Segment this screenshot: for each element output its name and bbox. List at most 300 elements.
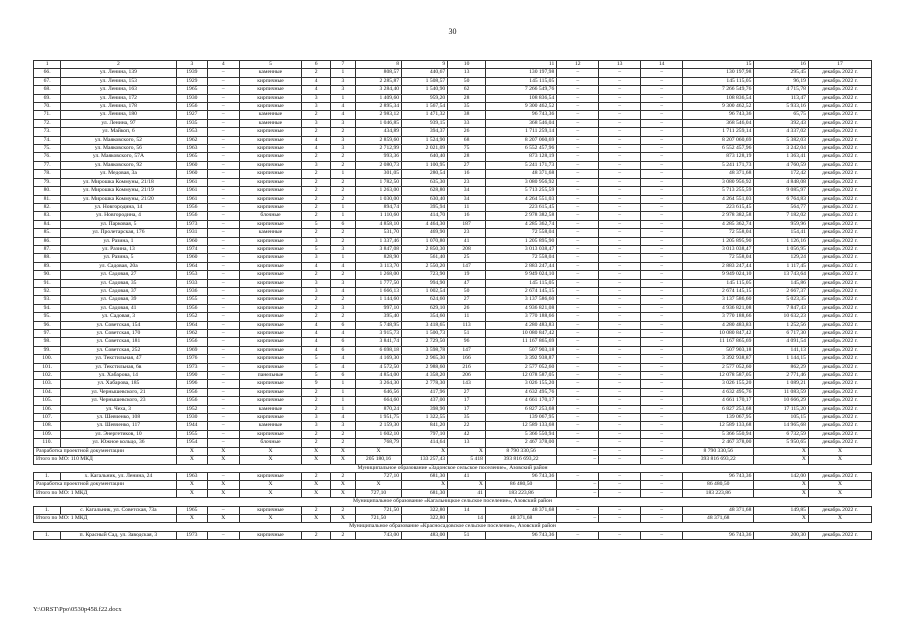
table-cell: – [557,69,599,77]
table-cell: – [641,103,683,111]
table-cell: каменные [239,119,302,127]
table-cell: 3 080 956,92 [683,178,754,186]
table-cell: 80. [34,187,61,195]
table-cell: 67. [34,77,61,85]
table-cell: 68 [448,136,486,144]
table-cell: 1 [330,69,355,77]
table-cell: 4 [302,86,330,94]
table-cell: 939,15 [402,119,448,127]
table-cell: 3 [330,136,355,144]
table-cell: 6 827 253,68 [485,405,556,413]
table-cell: Х [330,489,355,497]
table-cell: ул. Южное кольцо, 36 [61,439,176,447]
table-cell: 1 002,54 [402,287,448,295]
table-cell: кирпичные [239,103,302,111]
table-row [34,296,872,304]
table-cell: 139 067,95 [683,414,754,422]
table-cell: 2 [330,128,355,136]
table-cell: 47 [448,279,486,287]
table-cell: – [208,330,239,338]
table-cell: 172,42 [754,170,809,178]
table-cell: 2 988,60 [402,363,448,371]
table-cell: декабрь 2022 г. [808,153,871,161]
table-cell: – [641,136,683,144]
table-row [34,346,872,354]
table-cell: ул. Разина, 13 [61,245,176,253]
table-cell: 26 [448,128,486,136]
table-cell: декабрь 2022 г. [808,237,871,245]
table-cell: Х [330,481,355,489]
table-cell: 11 [448,203,486,211]
table-cell: – [599,103,641,111]
table-row [34,330,872,338]
table-cell: 1 711 259,14 [683,128,754,136]
section-heading: Муниципальное образование «Кагальницкое сельское поселение», Азовский район [34,498,872,506]
table-cell: 1 666,13 [355,287,401,295]
table-cell: 9 085,97 [754,187,809,195]
table-cell: 96 743,36 [683,111,754,119]
table-cell: 3 [330,86,355,94]
table-cell: 4 572,50 [355,363,401,371]
table-cell: 1953 [176,128,207,136]
table-row [34,304,872,312]
table-cell: 3 598,78 [402,346,448,354]
table-cell: – [641,405,683,413]
table-cell: – [557,287,599,295]
table-cell: кирпичные [239,355,302,363]
table-cell: 398,90 [402,405,448,413]
table-cell: 1 524,90 [402,136,448,144]
table-cell: 2 [302,405,330,413]
table-row [34,103,872,111]
table-cell: – [641,229,683,237]
table-cell: 3 264,30 [355,380,401,388]
table-cell: – [599,330,641,338]
table-cell: 1 602,10 [355,430,401,438]
table-cell: ул. Парковая, 5 [61,220,176,228]
table-cell: 71. [34,111,61,119]
table-row [34,405,872,413]
table-cell: 3 [302,414,330,422]
table-cell: – [557,229,599,237]
table-cell: 72 558,04 [683,229,754,237]
table-cell: 9 300 462,52 [683,103,754,111]
table-cell: 1 951,75 [355,414,401,422]
table-cell: ул. Шевченко, 117 [61,422,176,430]
table-cell: 959,96 [754,220,809,228]
table-cell: 4 285 362,74 [485,220,556,228]
table-cell: 1956 [176,304,207,312]
table-cell: 166 [448,355,486,363]
table-cell: 1 409,60 [355,94,401,102]
table-cell: ул. Текстильная, 6в [61,363,176,371]
table-cell: – [599,388,641,396]
table-cell: – [641,296,683,304]
table-cell: 3 [176,61,207,69]
table-cell: – [557,86,599,94]
table-cell: 6 717,30 [754,330,809,338]
table-cell: – [599,514,641,522]
table-cell: 828,90 [355,254,401,262]
table-cell: декабрь 2022 г. [808,422,871,430]
table-cell: ул. Ленина, 180 [61,111,176,119]
table-cell: 98. [34,338,61,346]
table-cell: – [208,136,239,144]
table-cell: 2 [330,472,355,480]
table-cell: – [557,304,599,312]
table-cell: 11 [448,313,486,321]
table-cell: кирпичные [239,338,302,346]
table-cell: 4 [302,321,330,329]
table-cell: 395,94 [402,203,448,211]
table-cell: 2 667,37 [754,287,809,295]
table-cell: 624,60 [402,296,448,304]
table-cell: 205 180,16 [355,456,401,464]
table-cell: 2 [330,237,355,245]
table-cell: 2 [330,187,355,195]
table-cell: 727,10 [355,489,401,497]
table-cell: 11 [485,61,556,69]
table-cell: – [641,94,683,102]
table-cell: 1 322,55 [402,414,448,422]
table-cell: 74. [34,136,61,144]
table-cell: 72 558,04 [485,229,556,237]
table-cell: декабрь 2022 г. [808,161,871,169]
table-cell: 6 [330,321,355,329]
table-cell: кирпичные [239,346,302,354]
table-cell: 1 144,15 [754,355,809,363]
table-cell: 97. [34,330,61,338]
table-cell: – [208,111,239,119]
table-cell: декабрь 2022 г. [808,472,871,480]
table-cell: 5 023,35 [754,296,809,304]
table-cell: 2 [302,128,330,136]
table-cell: 1963 [176,472,207,480]
table-cell: – [599,195,641,203]
table-cell: кирпичные [239,136,302,144]
table-cell: – [641,481,683,489]
table-cell: 681,30 [402,472,448,480]
table-cell: 145 115,05 [485,77,556,85]
table-cell: – [641,119,683,127]
table-cell: 70. [34,103,61,111]
table-cell: – [208,531,239,539]
table-cell: – [557,414,599,422]
table-cell: декабрь 2022 г. [808,279,871,287]
table-cell: 417,96 [402,388,448,396]
table-cell: ул. Садовая, 35 [61,279,176,287]
table-cell: 322,80 [402,514,448,522]
table-cell: 3 [302,94,330,102]
table-cell: – [599,296,641,304]
table-cell: 414,70 [402,212,448,220]
table-cell: ул. Советская, 252 [61,346,176,354]
table-cell: 873 128,19 [485,153,556,161]
table-cell: ул. Новгородина, 14 [61,203,176,211]
table-cell: 4 [330,355,355,363]
table-cell: 3 [302,287,330,295]
table-cell: кирпичные [239,237,302,245]
table-cell: Х [355,447,401,455]
table-cell: 2 [302,69,330,77]
table-row [34,355,872,363]
table-cell: – [208,472,239,480]
table-cell: 993,36 [355,153,401,161]
table-cell: – [599,254,641,262]
table-cell: ул. Советская, 170 [61,330,176,338]
table-cell: ул. Чеха, 3 [61,405,176,413]
table-cell: 86. [34,237,61,245]
table-cell: 635,30 [402,178,448,186]
table-cell: 187 [448,220,486,228]
table-cell: 1 540,90 [402,86,448,94]
table-cell: 5 950,65 [754,439,809,447]
table-cell: 50 [448,77,486,85]
table-cell: 2 [330,439,355,447]
table-cell: 2 [302,388,330,396]
table-cell: 2 [302,111,330,119]
table-cell: 1965 [176,506,207,514]
column-number-row [34,61,872,69]
table-cell: 86 480,50 [683,481,754,489]
table-cell: 437,00 [402,397,448,405]
table-cell: каменные [239,229,302,237]
table-cell: 33 [448,119,486,127]
table-cell: 145 115,05 [683,77,754,85]
table-cell: ул. Мирошка Коммуны, 21/18 [61,178,176,186]
table-cell: 6 552 457,96 [683,145,754,153]
table-cell: 68. [34,86,61,94]
table-cell: – [599,397,641,405]
table-cell: – [208,405,239,413]
table-cell: – [557,170,599,178]
table-cell: ул. Садовая, 20а [61,262,176,270]
table-cell: – [641,178,683,186]
table-cell: 3 418,65 [402,321,448,329]
table-cell: 17 [808,61,871,69]
table-row [34,77,872,85]
table-cell: декабрь 2022 г. [808,287,871,295]
table-cell: – [557,514,599,522]
table-cell: 13 [599,61,641,69]
table-cell: 65,75 [754,111,809,119]
table-cell: Х [208,447,239,455]
table-cell: 4 264 551,03 [485,195,556,203]
table-cell: – [641,430,683,438]
table-cell: – [557,128,599,136]
table-cell: 107. [34,414,61,422]
table-cell: кирпичные [239,161,302,169]
table-cell: кирпичные [239,145,302,153]
table-cell: 2 883 247,44 [683,262,754,270]
table-row [34,145,872,153]
table-cell: – [641,145,683,153]
table-cell: декабрь 2022 г. [808,254,871,262]
table-cell: – [557,103,599,111]
total-row [34,514,872,522]
table-cell: – [557,355,599,363]
table-cell: – [641,245,683,253]
table-cell: 4 [330,287,355,295]
table-row [34,363,872,371]
table-cell: 83. [34,212,61,220]
table-row [34,472,872,480]
table-cell: 113,47 [754,94,809,102]
table-cell: 108 836,54 [485,94,556,102]
table-cell: – [208,422,239,430]
table-cell: – [208,355,239,363]
table-cell: 628,80 [402,187,448,195]
table-cell: 3 284,40 [355,86,401,94]
table-cell: 72. [34,119,61,127]
table-cell: 5 713 255,59 [485,187,556,195]
table-cell: 48 371,68 [683,170,754,178]
table-cell: – [557,203,599,211]
table-cell: 2 [330,161,355,169]
table-cell: 4 280 483,83 [683,321,754,329]
table-cell: 1956 [176,203,207,211]
table-cell: 4 [330,363,355,371]
table-cell: – [599,161,641,169]
table-cell: – [208,296,239,304]
table-cell: 38 [448,111,486,119]
table-cell: 368 546,04 [485,119,556,127]
table-cell: – [599,111,641,119]
table-cell: 75 [448,145,486,153]
table-cell: Х [754,481,809,489]
table-cell: кирпичные [239,77,302,85]
section-heading-row [34,464,872,472]
table-cell: 48 371,68 [485,170,556,178]
table-row [34,262,872,270]
table-cell: декабрь 2022 г. [808,388,871,396]
table-cell: 133 257,43 [402,456,448,464]
table-cell: 2 [302,203,330,211]
table-cell: – [599,304,641,312]
table-cell: – [599,346,641,354]
table-cell: 3 [302,422,330,430]
table-cell: – [599,77,641,85]
table-cell: Х [808,447,871,455]
table-cell: 6 552 457,96 [485,145,556,153]
table-cell: 994,90 [402,279,448,287]
table-cell: 2 [302,212,330,220]
table-cell: 100. [34,355,61,363]
table-cell: 2 [302,531,330,539]
table-cell: 1 117,45 [754,262,809,270]
table-cell: Итого по МО: 1 МКД [34,489,177,497]
table-cell: – [599,128,641,136]
table-cell: Х [448,447,486,455]
table-cell: кирпичные [239,414,302,422]
table-cell: 149,85 [754,506,809,514]
table-cell: – [208,203,239,211]
table-cell: 295,45 [754,69,809,77]
table-cell: 1960 [176,161,207,169]
table-cell: – [557,363,599,371]
table-cell: 1974 [176,245,207,253]
table-cell: 51 [448,330,486,338]
table-cell: 96,19 [754,77,809,85]
table-cell: – [599,481,641,489]
table-cell: – [599,178,641,186]
table-cell: – [208,153,239,161]
table-cell: – [208,212,239,220]
table-cell: 108. [34,422,61,430]
table-cell: Х [176,514,207,522]
total-row [34,456,872,464]
table-cell: – [599,355,641,363]
table-cell: 16 [448,212,486,220]
table-cell: декабрь 2022 г. [808,262,871,270]
table-cell: 94. [34,304,61,312]
table-cell: 147 [448,346,486,354]
table-cell: 640,40 [402,153,448,161]
table-cell: 1961 [176,178,207,186]
table-cell: 96 743,36 [683,531,754,539]
table-cell: 14 [448,514,486,522]
table-cell: – [641,187,683,195]
table-cell: – [641,321,683,329]
table-cell: 9 [302,380,330,388]
table-cell: 1 070,80 [402,237,448,245]
table-row [34,170,872,178]
table-cell: – [208,195,239,203]
table-cell: 4 [330,111,355,119]
table-cell: – [557,136,599,144]
table-cell: 13 743,64 [754,271,809,279]
table-cell: 721,50 [355,506,401,514]
table-cell: – [599,94,641,102]
table-cell: 110. [34,439,61,447]
table-cell: 50 [448,287,486,295]
table-cell: Х [330,456,355,464]
table-cell: – [208,178,239,186]
table-cell: 564,77 [754,203,809,211]
table-cell: декабрь 2022 г. [808,304,871,312]
table-cell: кирпичные [239,388,302,396]
table-cell: – [599,380,641,388]
table-cell: 105,15 [754,414,809,422]
table-cell: – [599,212,641,220]
table-cell: 1963 [176,145,207,153]
table-cell: 2 771,46 [754,372,809,380]
table-cell: 1 777,50 [355,279,401,287]
table-cell: 3 080 956,92 [485,178,556,186]
table-cell: – [557,153,599,161]
table-cell: Х [302,514,330,522]
table-cell: – [641,287,683,295]
table-cell: – [208,397,239,405]
table-cell: 2 467 378,00 [485,439,556,447]
table-cell: с. Кагальник, ул. Советская, 73а [61,506,176,514]
table-cell: 393 816 693,22 [485,456,556,464]
housing-register-table [33,60,872,540]
table-cell: кирпичные [239,380,302,388]
table-cell: 4 760,59 [754,161,809,169]
table-cell: – [641,456,683,464]
table-cell: 3 026 155,20 [485,380,556,388]
table-cell: 147 [448,262,486,270]
table-cell: – [641,195,683,203]
table-cell: 2 159,30 [355,422,401,430]
table-cell: 1956 [176,103,207,111]
table-cell: каменные [239,69,302,77]
table-cell: 2 577 052,60 [485,363,556,371]
footer-file-path: Y:\ORST\Ppo\0530p458.f22.docx [33,606,122,613]
table-cell: 2 965,30 [402,355,448,363]
table-cell: 106. [34,405,61,413]
